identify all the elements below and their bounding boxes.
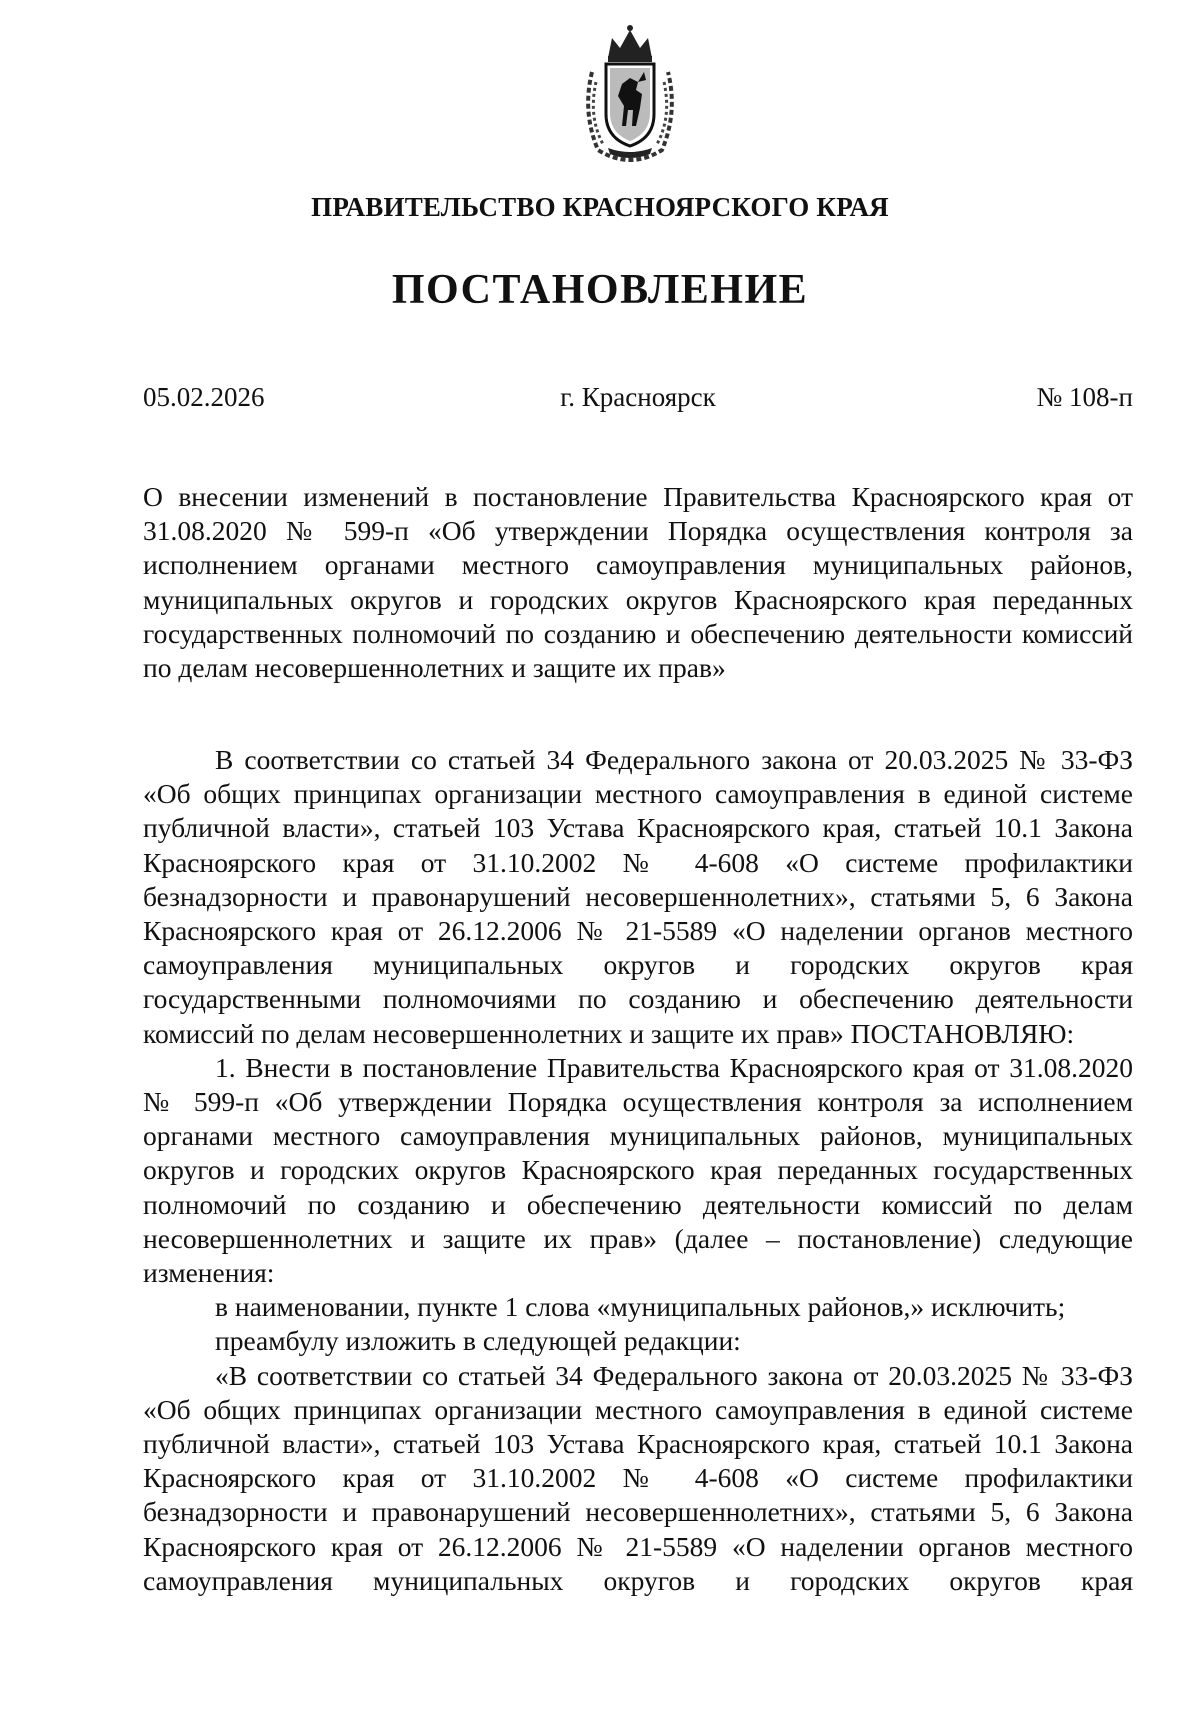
body-paragraph-change-preamble: преамбулу изложить в следующей редакции: bbox=[215, 1325, 741, 1357]
body-paragraph-change-name: в наименовании, пункте 1 слова «муниципальных районов,» исключить; bbox=[215, 1291, 1066, 1323]
document-date: 05.02.2026 bbox=[143, 382, 265, 412]
organization-title: ПРАВИТЕЛЬСТВО КРАСНОЯРСКОГО КРАЯ bbox=[311, 192, 889, 222]
document-meta-row bbox=[143, 382, 1133, 418]
coat-of-arms-emblem bbox=[578, 22, 682, 164]
body-paragraph-preamble: В соответствии со статьей 34 Федерального закона от 20.03.2025 № 33-ФЗ «Об общих принципах организации местного самоуправления в единой системе публичной власти», статьей 103 Устава Красноярского края, статьей 10.1 Закона Красноярского края от 31.10.2002 № 4-608 «О системе профилактики безнадзорности и правонарушений несовершеннолетних», статьями 5, 6 Закона Красноярского края от 26.12.2006 № 21-5589 «О наделении органов местного самоуправления муниципальных округов и городских округов края государственными полномочиями по созданию и обеспечению деятельности комиссий по делам несовершеннолетних и защите их прав» ПОСТАНОВЛЯЮ: bbox=[143, 744, 1133, 1049]
body-paragraph-item-1: 1. Внести в постановление Правительства Красноярского края от 31.08.2020 № 599-п «Об утверждении Порядка осуществления контроля за исполнением органами местного самоуправления муниципальных районов, муниципальных округов и городских округов Красноярского края переданных государственных полномочий по созданию и обеспечению деятельности комиссий по делам несовершеннолетних и защите их прав» (далее – постановление) следующие изменения: bbox=[143, 1051, 1133, 1289]
document-type-title: ПОСТАНОВЛЕНИЕ bbox=[391, 267, 809, 313]
document-body bbox=[143, 743, 1133, 1598]
krasnoyarsk-coat-of-arms-icon bbox=[578, 22, 682, 164]
document-city: г. Красноярск bbox=[560, 382, 716, 412]
document-number: № 108-п bbox=[1036, 382, 1133, 412]
body-paragraph-new-preamble: «В соответствии со статьей 34 Федерального закона от 20.03.2025 № 33-ФЗ «Об общих принципах организации местного самоуправления в единой системе публичной власти», статьей 103 Устава Красноярского края, статьей 10.1 Закона Красноярского края от 31.10.2002 № 4-608 «О системе профилактики безнадзорности и правонарушений несовершеннолетних», статьями 5, 6 Закона Красноярского края от 26.12.2006 № 21-5589 «О наделении органов местного самоуправления муниципальных округов и городских округов края bbox=[143, 1359, 1133, 1596]
document-subject: О внесении изменений в постановление Правительства Красноярского края от 31.08.2020 № 599-п «Об утверждении Порядка осуществления контроля за исполнением органами местного самоуправления муниципальных районов, муниципальных округов и городских округов Красноярского края переданных государственных полномочий по созданию и обеспечению деятельности комиссий по делам несовершеннолетних и защите их прав» bbox=[143, 481, 1133, 684]
